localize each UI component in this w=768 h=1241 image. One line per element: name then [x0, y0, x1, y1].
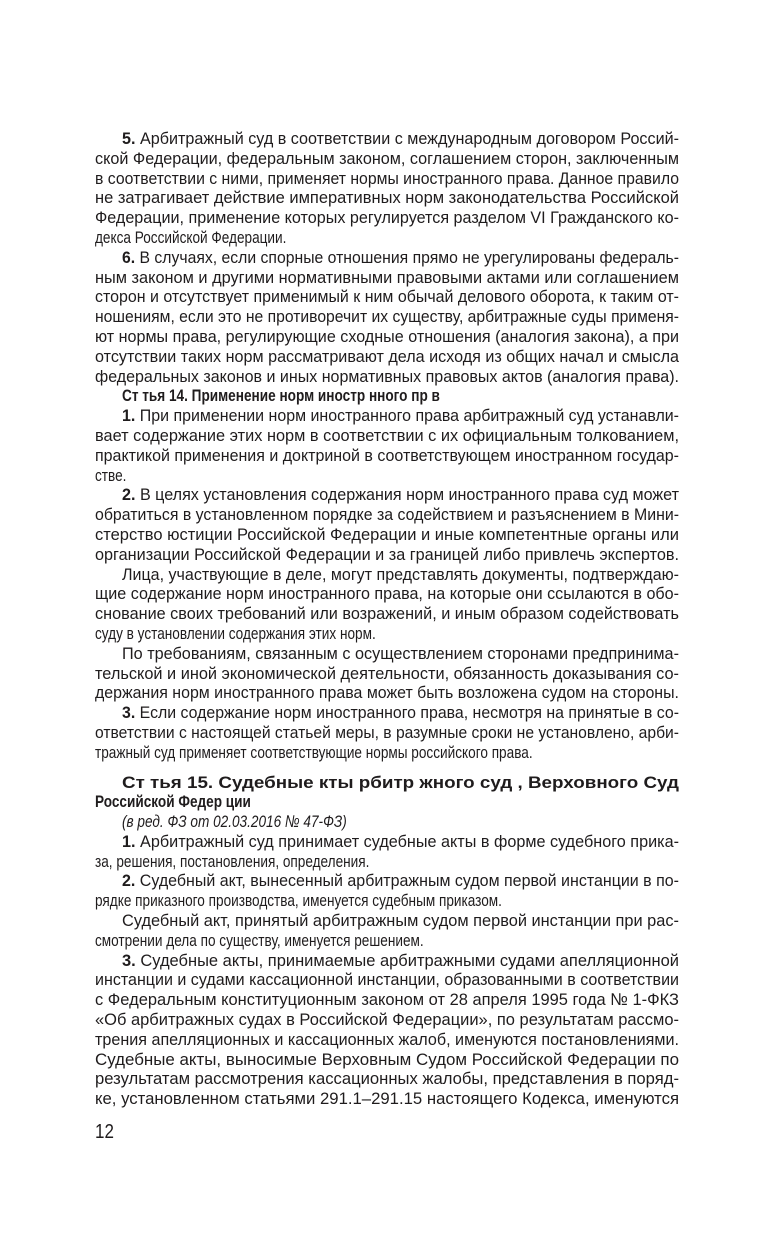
text-line: [95, 911, 679, 931]
line-text: Арбитражный суд принимает судебные акты в форме судебного прика-: [140, 831, 680, 851]
text-line: [95, 446, 679, 466]
amendment-note: [95, 812, 679, 832]
line-text: (в ред. ФЗ от 02.03.2016 № 47-ФЗ): [122, 812, 347, 832]
text-line: [95, 426, 679, 446]
page-number: 12: [95, 1121, 114, 1143]
line-text: обратиться в установленном порядке за содействием и разъяснением в Мини-: [95, 505, 679, 525]
article-heading: [95, 386, 679, 406]
text-line: [95, 1050, 679, 1070]
line-text: за, решения, постановления, определения.: [95, 851, 370, 871]
line-text: ответствии с настоящей статьей меры, в разумные сроки не установлено, арби-: [95, 722, 679, 742]
line-text: сторон и отсутствует применимый к ним обычай делового оборота, к таким от-: [95, 287, 679, 307]
text-line: [95, 1089, 679, 1109]
text-line: [95, 990, 679, 1010]
line-text: Судебный акт, вынесенный арбитражным судом первой инстанции в по-: [139, 871, 679, 891]
item-number: 3.: [122, 950, 136, 970]
paragraph: [95, 485, 679, 564]
text-line: [95, 485, 679, 505]
line-text: держания норм иностранного права может быть возложена судом на стороны.: [95, 683, 679, 703]
item-number: 2.: [122, 485, 136, 505]
paragraph: [95, 951, 679, 1109]
paragraph: [95, 911, 679, 951]
line-text: ным законом и другими нормативными правовыми актами или соглашением: [95, 267, 679, 287]
line-text: «Об арбитражных судах в Российской Федерации», по результатам рассмо-: [95, 1010, 679, 1030]
line-text: вает содержание этих норм в соответствии с их официальным толкованием,: [95, 425, 679, 445]
paragraph: [95, 832, 679, 872]
line-text: В случаях, если спорные отношения прямо не урегулированы федераль-: [139, 247, 679, 267]
text-line: [95, 327, 679, 347]
text-line: [95, 1069, 679, 1089]
text-line: [95, 188, 679, 208]
line-text: По требованиям, связанным с осуществлением сторонами предпринима-: [122, 643, 679, 663]
line-text: трения апелляционных и кассационных жалоб, именуются постановлениями.: [95, 1029, 679, 1049]
text-line: [95, 812, 679, 832]
line-text: Судебные акты, выносимые Верховным Судом Российской Федерации по: [95, 1049, 679, 1069]
item-number: 3.: [122, 703, 136, 723]
text-line: [95, 505, 679, 525]
text-line: [95, 951, 679, 971]
section-gap: [95, 763, 679, 773]
line-text: При применении норм иностранного права арбитражный суд устанавли-: [139, 406, 679, 426]
paragraph: [95, 129, 679, 248]
text-line: [95, 307, 679, 327]
text-line: [95, 565, 679, 585]
text-line: [95, 248, 679, 268]
line-text: Федерации, применение которых регулируется разделом VI Гражданского ко-: [95, 208, 679, 228]
line-text: ке, установленном статьями 291.1–291.15 настоящего Кодекса, именуются: [95, 1089, 679, 1109]
text-line: [95, 664, 679, 684]
line-text: Лица, участвующие в деле, могут представлять документы, подтверждаю-: [122, 564, 679, 584]
line-text: декса Российской Федерации.: [95, 227, 287, 247]
text-line: [95, 792, 679, 812]
text-line: [95, 773, 679, 793]
line-text: снование своих требований или возражений, и иным образом содействовать: [95, 604, 679, 624]
item-number: 1.: [122, 406, 136, 426]
document-page: [95, 129, 679, 1109]
line-text: в соответствии с ними, применяет нормы иностранного права. Данное правило: [95, 168, 679, 188]
line-text: щие содержание норм иностранного права, на которые они ссылаются в обо-: [95, 584, 679, 604]
paragraph: [95, 644, 679, 703]
text-line: [95, 703, 679, 723]
line-text: ской Федерации, федеральным законом, соглашением сторон, заключенным: [95, 148, 679, 168]
line-text: рядке приказного производства, именуется судебным приказом.: [95, 891, 502, 911]
text-line: [95, 386, 679, 406]
line-text: Ст тья 14. Применение норм иностр нного пр в: [122, 386, 440, 406]
text-line: [95, 149, 679, 169]
line-text: ют нормы права, регулирующие сходные отношения (аналогия закона), а при: [95, 326, 679, 346]
line-text: тражный суд применяет соответствующие нормы российского права.: [95, 742, 533, 762]
line-text: с Федеральным конституционным законом от 28 апреля 1995 года № 1-ФКЗ: [95, 990, 679, 1010]
paragraph: [95, 565, 679, 644]
text-line: [95, 871, 679, 891]
line-text: Судебные акты, принимаемые арбитражными судами апелляционной: [140, 950, 679, 970]
line-text: Российской Федер ции: [95, 792, 251, 812]
paragraph: [95, 406, 679, 485]
text-line: [95, 891, 679, 911]
text-line: [95, 1030, 679, 1050]
article-heading: [95, 773, 679, 813]
item-number: 6.: [122, 247, 136, 267]
text-line: [95, 852, 679, 872]
line-text: организации Российской Федерации и за границей либо привлечь экспертов.: [95, 544, 679, 564]
line-text: ношениям, если это не противоречит их существу, арбитражные суды применя-: [95, 307, 679, 327]
line-text: В целях установления содержания норм иностранного права суд может: [139, 485, 680, 505]
text-line: [95, 644, 679, 664]
text-line: [95, 931, 679, 951]
line-text: не затрагивает действие императивных норм законодательства Российской: [95, 188, 679, 208]
text-line: [95, 129, 679, 149]
text-line: [95, 347, 679, 367]
paragraph: [95, 703, 679, 762]
text-line: [95, 723, 679, 743]
line-text: отсутствии таких норм рассматривают дела исходя из общих начал и смысла: [95, 346, 679, 366]
line-text: инстанции и судами кассационной инстанции, образованными в соответствии: [95, 970, 679, 990]
paragraph: [95, 871, 679, 911]
text-line: [95, 584, 679, 604]
line-text: Судебный акт, принятый арбитражным судом первой инстанции при рас-: [122, 911, 679, 931]
line-text: суду в установлении содержания этих норм.: [95, 623, 376, 643]
text-line: [95, 208, 679, 228]
text-line: [95, 287, 679, 307]
text-line: [95, 970, 679, 990]
line-text: стерство юстиции Российской Федерации и иные компетентные органы или: [95, 524, 679, 544]
text-line: [95, 832, 679, 852]
line-text: стве.: [95, 465, 127, 485]
line-text: Ст тья 15. Судебные кты рбитр жного суд , Верховного Суд: [122, 772, 679, 792]
line-text: тельской и иной экономической деятельности, обязанность доказывания со-: [95, 663, 679, 683]
item-number: 1.: [122, 831, 136, 851]
text-line: [95, 683, 679, 703]
line-text: Арбитражный суд в соответствии с международным договором Россий-: [139, 129, 679, 148]
text-line: [95, 1010, 679, 1030]
text-line: [95, 228, 679, 248]
line-text: федеральных законов и иных нормативных правовых актов (аналогия права).: [95, 366, 679, 386]
text-line: [95, 545, 679, 565]
text-line: [95, 406, 679, 426]
line-text: смотрении дела по существу, именуется решением.: [95, 930, 424, 950]
text-line: [95, 743, 679, 763]
text-line: [95, 525, 679, 545]
text-line: [95, 268, 679, 288]
item-number: 5.: [122, 129, 136, 148]
line-text: Если содержание норм иностранного права, несмотря на принятые в со-: [139, 703, 679, 723]
text-line: [95, 624, 679, 644]
item-number: 2.: [122, 871, 136, 891]
text-line: [95, 604, 679, 624]
paragraph: [95, 248, 679, 387]
text-line: [95, 169, 679, 189]
text-line: [95, 367, 679, 387]
line-text: практикой применения и доктриной в соответствующем иностранном государ-: [95, 445, 679, 465]
text-line: [95, 466, 679, 486]
line-text: результатам рассмотрения кассационных жалобы, представления в поряд-: [95, 1069, 679, 1089]
